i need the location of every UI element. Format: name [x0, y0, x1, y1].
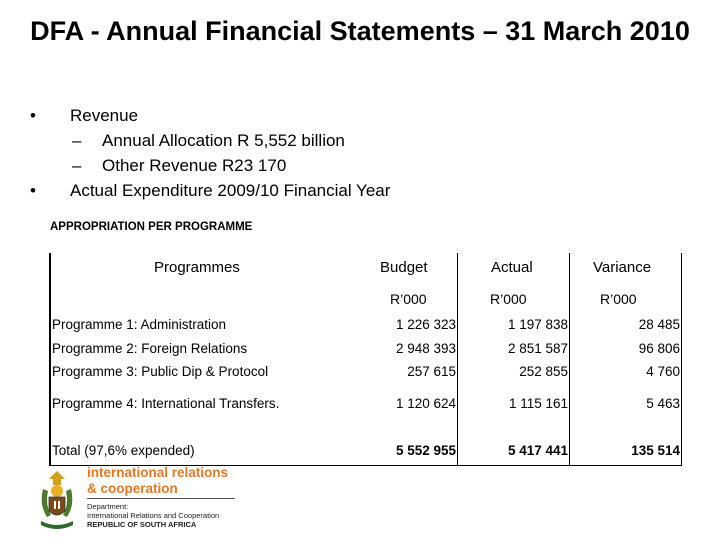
section-title: APPROPRIATION PER PROGRAMME [50, 221, 253, 233]
header-actual: Actual [491, 259, 533, 276]
bullet-text: Other Revenue R23 170 [102, 156, 287, 175]
unit-actual: R’000 [490, 291, 527, 307]
table-row-label: Programme 2: Foreign Relations [52, 341, 248, 356]
table-cell-variance: 96 806 [638, 341, 680, 356]
table-cell-budget: 5 552 955 [395, 443, 456, 458]
bullet-text: Annual Allocation R 5,552 billion [102, 131, 345, 150]
logo-line-1: international relations [87, 465, 229, 480]
table-cell-actual: 2 851 587 [507, 341, 568, 356]
table-cell-variance: 135 514 [631, 443, 680, 458]
table-left-border [50, 253, 51, 465]
page-title: DFA - Annual Financial Statements – 31 March 2010 [30, 16, 690, 46]
coat-of-arms-icon [35, 465, 79, 535]
dash-icon: – [72, 131, 82, 150]
table-row-label: Programme 3: Public Dip & Protocol [52, 364, 269, 379]
table-column-divider [457, 253, 458, 465]
appropriation-table [49, 253, 682, 466]
table-cell-actual: 5 417 441 [507, 443, 568, 458]
logo-line-3: Department: [87, 502, 129, 511]
table-cell-budget: 257 615 [407, 364, 456, 379]
table-cell-actual: 252 855 [519, 364, 568, 379]
table-cell-budget: 1 120 624 [395, 396, 456, 411]
unit-variance: R’000 [600, 291, 637, 307]
logo-line-5: REPUBLIC OF SOUTH AFRICA [87, 520, 197, 529]
table-cell-variance: 5 463 [646, 396, 680, 411]
table-cell-variance: 4 760 [646, 364, 680, 379]
bullet-icon: • [30, 181, 36, 200]
dash-icon: – [72, 156, 82, 175]
table-cell-actual: 1 115 161 [508, 396, 568, 411]
dirco-logo [35, 465, 235, 537]
table-cell-actual: 1 197 838 [507, 317, 568, 332]
table-row-label: Total (97,6% expended) [52, 443, 195, 458]
table-cell-variance: 28 485 [638, 317, 680, 332]
logo-divider [87, 498, 235, 499]
bullet-text: Revenue [70, 106, 139, 125]
table-cell-budget: 2 948 393 [395, 341, 456, 356]
unit-budget: R’000 [390, 291, 427, 307]
table-row-label: Programme 1: Administration [52, 317, 227, 332]
header-budget: Budget [380, 259, 428, 276]
table-cell-budget: 1 226 323 [395, 317, 456, 332]
table-row-label: Programme 4: International Transfers. [52, 396, 280, 411]
header-variance: Variance [593, 259, 652, 276]
header-programmes: Programmes [154, 259, 240, 276]
logo-line-4: International Relations and Cooperation [87, 511, 220, 520]
table-column-divider [681, 253, 682, 465]
logo-line-2: & cooperation [87, 481, 178, 496]
bullet-icon: • [30, 106, 36, 125]
table-column-divider [569, 253, 570, 465]
bullet-text: Actual Expenditure 2009/10 Financial Year [70, 181, 391, 200]
